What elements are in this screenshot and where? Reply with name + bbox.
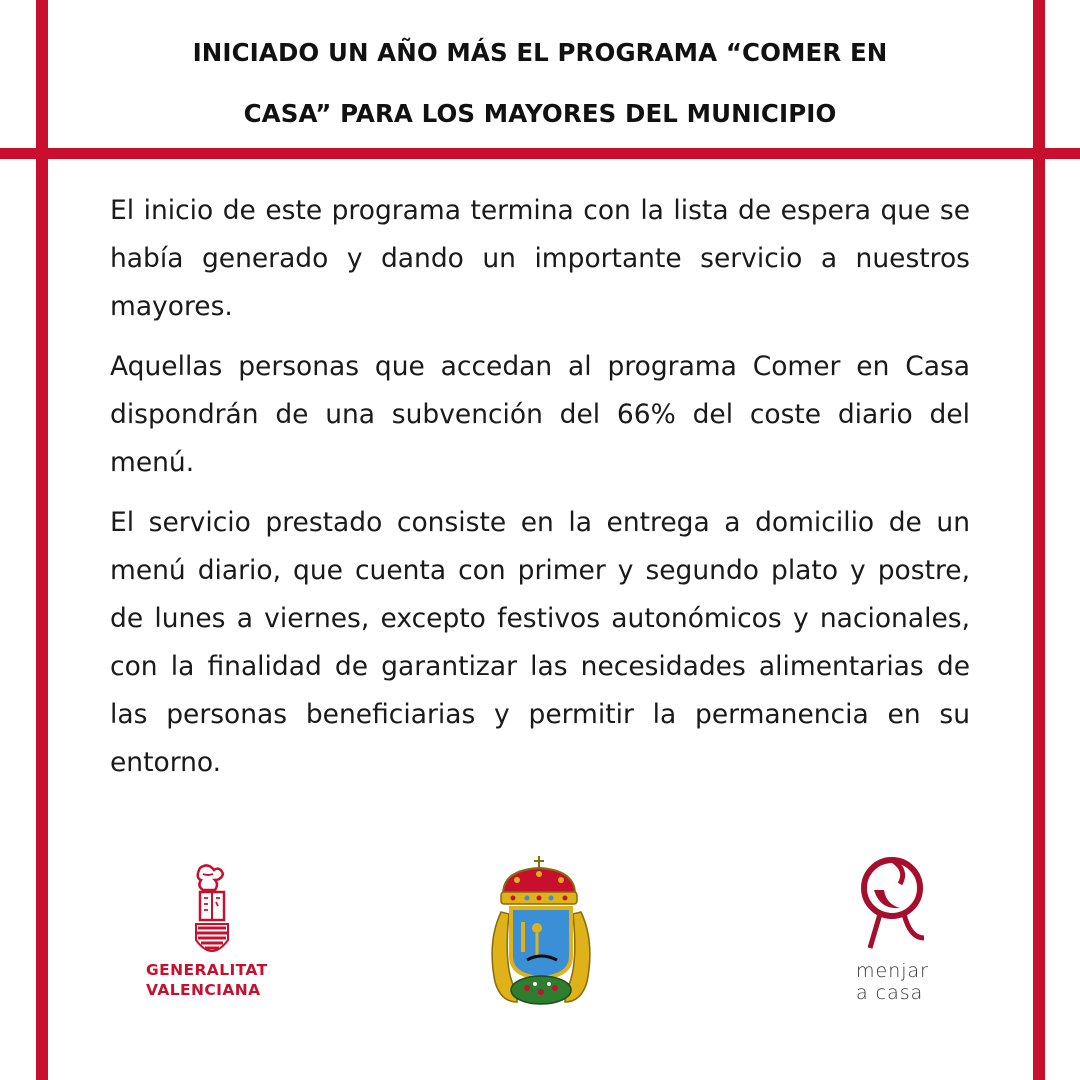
frame-line-left — [36, 0, 48, 1080]
generalitat-line-2: VALENCIANA — [146, 981, 261, 999]
municipal-coat-of-arms — [487, 852, 595, 1012]
generalitat-line-1: GENERALITAT — [146, 961, 268, 979]
frame-line-right — [1033, 0, 1045, 1080]
menjar-line-2: a casa — [856, 982, 924, 1004]
generalitat-emblem-icon — [140, 862, 280, 962]
headline-line-2: CASA” PARA LOS MAYORES DEL MUNICIPIO — [243, 99, 837, 128]
paragraph: El inicio de este programa termina con la lista de espera que se había generado y dando un importante servicio a nuestros mayores. — [110, 195, 970, 322]
menjar-line-1: menjar — [856, 960, 929, 982]
paragraph: El servicio prestado consiste en la entrega a domicilio de un menú diario, que cuenta con primer y segundo plato y postre, de lunes a viernes, excepto festivos autonómicos y nacionales, con la finalidad de garantizar las necesidades alimentarias de las personas beneficiarias y permitir la permanencia en su entorno. — [110, 507, 970, 778]
frame-line-header — [0, 148, 1080, 159]
article-body — [110, 187, 970, 799]
plate-spoon-icon — [850, 852, 940, 952]
headline — [60, 22, 1020, 144]
generalitat-wordmark — [146, 960, 286, 1000]
headline-line-1: INICIADO UN AÑO MÁS EL PROGRAMA “COMER EN — [192, 38, 888, 67]
coat-of-arms-icon — [487, 852, 595, 1012]
paragraph: Aquellas personas que accedan al programa Comer en Casa dispondrán de una subvención del 66% del coste diario del menú. — [110, 351, 970, 478]
menjar-wordmark — [856, 960, 946, 1004]
generalitat-valenciana-logo — [140, 862, 280, 1012]
menjar-a-casa-logo — [850, 852, 940, 1012]
